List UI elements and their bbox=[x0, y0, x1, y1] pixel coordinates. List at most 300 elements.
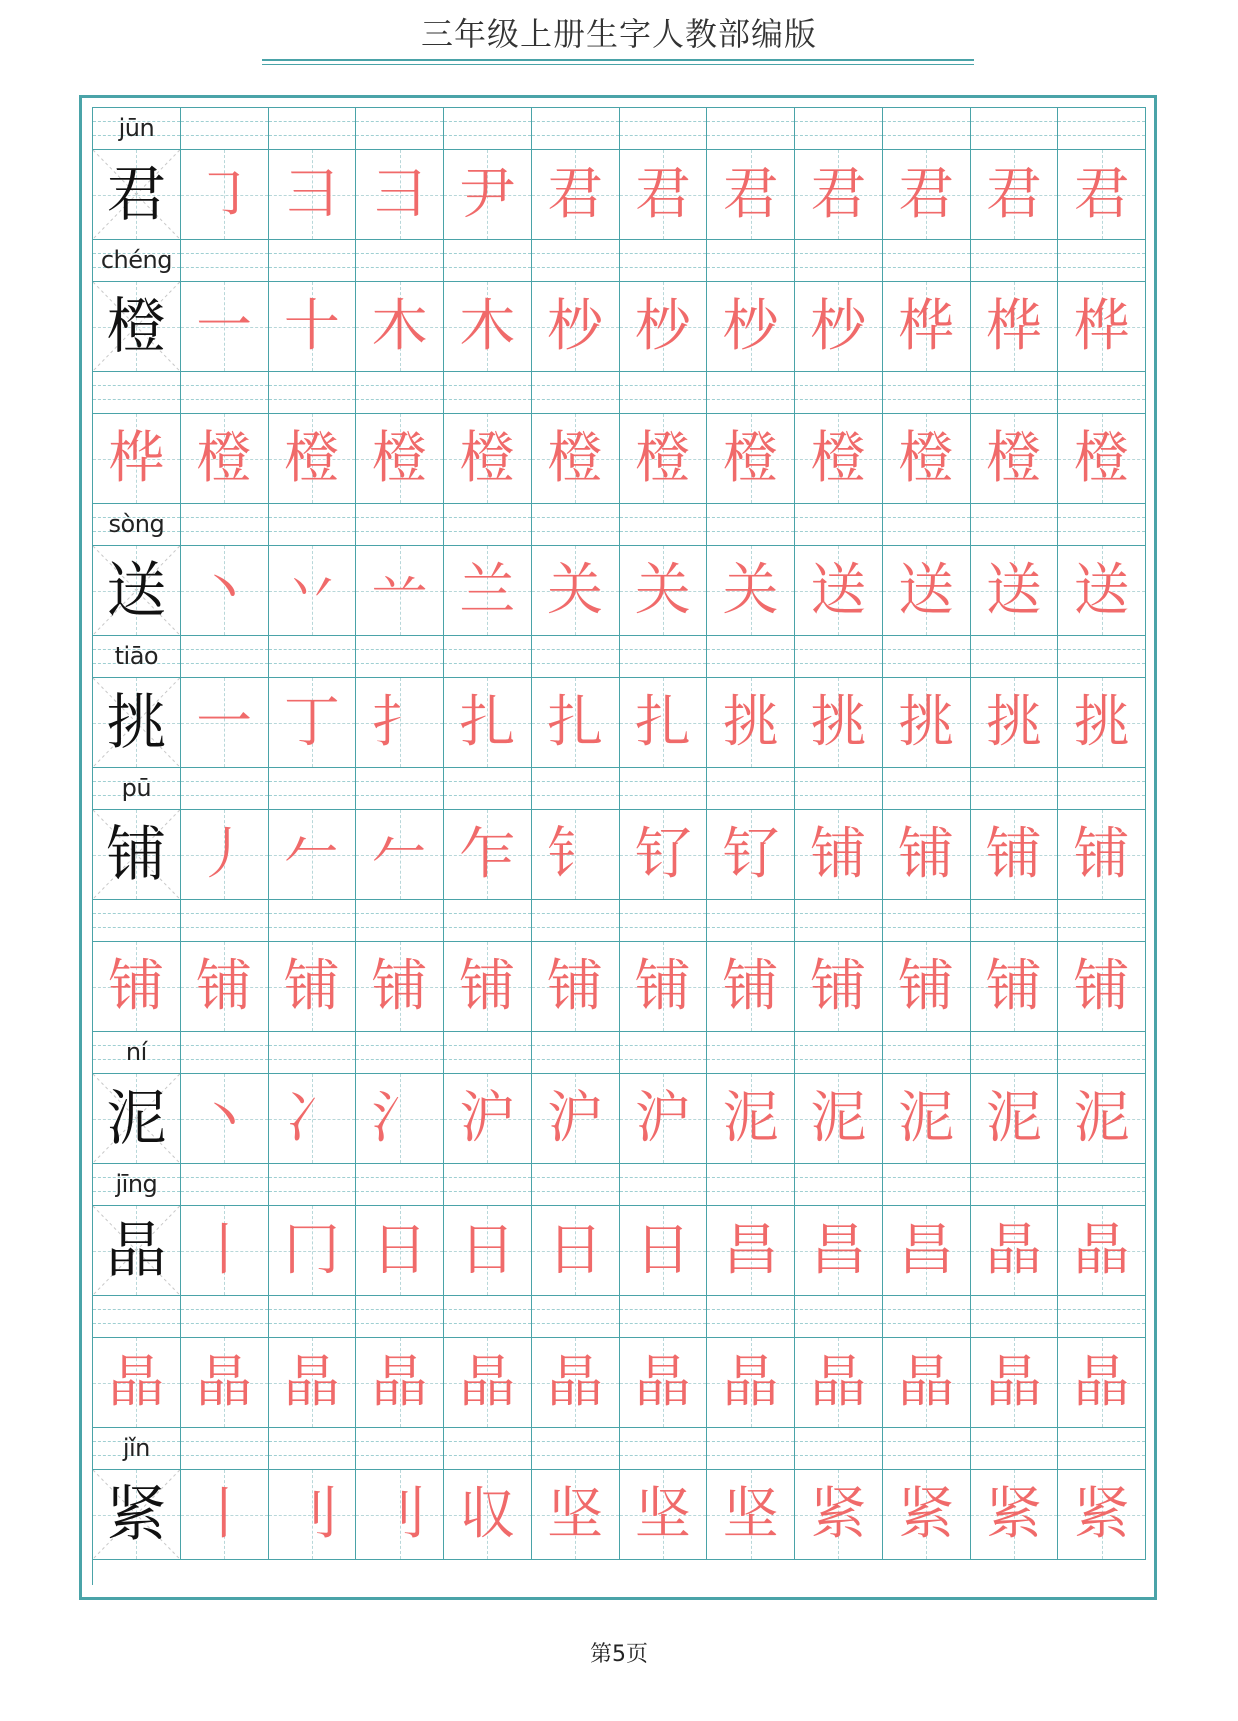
writing-cell bbox=[93, 414, 181, 503]
stroke-order-character: 送 bbox=[1073, 557, 1130, 623]
pinyin-cell bbox=[795, 900, 883, 941]
stroke-order-character: ㇆ bbox=[196, 161, 253, 227]
pinyin-cell bbox=[532, 504, 620, 545]
stroke-order-character: 紧 bbox=[1073, 1481, 1130, 1547]
pinyin-cell bbox=[795, 1164, 883, 1205]
pinyin-cell bbox=[93, 1164, 181, 1205]
writing-cell bbox=[269, 1206, 357, 1295]
stroke-order-character: 冫 bbox=[283, 1085, 340, 1151]
pinyin-cell bbox=[707, 1296, 795, 1337]
stroke-order-character: 挑 bbox=[722, 689, 779, 755]
pinyin-cell bbox=[269, 1428, 357, 1469]
title-underline bbox=[262, 59, 974, 61]
writing-cell bbox=[269, 1338, 357, 1427]
character-row bbox=[93, 1206, 1146, 1296]
pinyin-cell bbox=[971, 1296, 1059, 1337]
stroke-order-character: 送 bbox=[898, 557, 955, 623]
writing-cell bbox=[444, 1338, 532, 1427]
writing-cell bbox=[795, 282, 883, 371]
pinyin-cell bbox=[356, 636, 444, 677]
writing-cell bbox=[620, 150, 708, 239]
pinyin-cell bbox=[1058, 1428, 1146, 1469]
writing-cell bbox=[356, 150, 444, 239]
stroke-order-character: 挑 bbox=[985, 689, 1042, 755]
writing-cell bbox=[444, 942, 532, 1031]
writing-cell bbox=[707, 678, 795, 767]
stroke-order-character: 铺 bbox=[985, 821, 1042, 887]
pinyin-cell bbox=[883, 900, 971, 941]
character-row bbox=[93, 810, 1146, 900]
pinyin-cell bbox=[269, 372, 357, 413]
pinyin-row bbox=[93, 768, 1146, 810]
pinyin-cell bbox=[707, 768, 795, 809]
model-character: 橙 bbox=[106, 291, 167, 362]
stroke-order-character: 晶 bbox=[1073, 1349, 1130, 1415]
writing-cell bbox=[883, 150, 971, 239]
writing-cell bbox=[883, 282, 971, 371]
pinyin-cell bbox=[707, 900, 795, 941]
pinyin-label: jūn bbox=[118, 114, 155, 142]
writing-cell bbox=[1058, 1470, 1146, 1559]
pinyin-cell bbox=[883, 504, 971, 545]
stroke-order-character: 刂 bbox=[371, 1481, 428, 1547]
pinyin-label: chéng bbox=[100, 246, 172, 274]
stroke-order-character: 晶 bbox=[985, 1349, 1042, 1415]
stroke-order-character: 𠂉 bbox=[283, 821, 340, 887]
stroke-order-character: 关 bbox=[722, 557, 779, 623]
writing-cell bbox=[93, 1470, 181, 1559]
writing-cell bbox=[444, 1206, 532, 1295]
blank-pinyin-row bbox=[93, 1296, 1146, 1338]
pinyin-cell bbox=[707, 372, 795, 413]
pinyin-cell bbox=[1058, 504, 1146, 545]
stroke-order-character: ⺕ bbox=[283, 161, 340, 227]
stroke-order-character: 尹 bbox=[459, 161, 516, 227]
pinyin-cell bbox=[971, 900, 1059, 941]
pinyin-cell bbox=[532, 1164, 620, 1205]
pinyin-cell bbox=[620, 900, 708, 941]
pinyin-row bbox=[93, 504, 1146, 546]
stroke-order-character: 桦 bbox=[108, 425, 165, 491]
writing-cell bbox=[93, 282, 181, 371]
pinyin-cell bbox=[795, 768, 883, 809]
writing-cell bbox=[444, 678, 532, 767]
stroke-order-character: 君 bbox=[634, 161, 691, 227]
character-row bbox=[93, 150, 1146, 240]
pinyin-cell bbox=[707, 636, 795, 677]
writing-cell bbox=[971, 150, 1059, 239]
model-character: 铺 bbox=[106, 819, 167, 890]
writing-cell bbox=[707, 282, 795, 371]
pinyin-cell bbox=[444, 900, 532, 941]
writing-cell bbox=[93, 150, 181, 239]
pinyin-cell bbox=[532, 1296, 620, 1337]
stroke-order-character: 丶 bbox=[196, 1085, 253, 1151]
stroke-order-character: 晶 bbox=[547, 1349, 604, 1415]
writing-cell bbox=[883, 678, 971, 767]
pinyin-cell bbox=[620, 1428, 708, 1469]
pinyin-cell bbox=[532, 636, 620, 677]
writing-cell bbox=[356, 942, 444, 1031]
stroke-order-character: 铺 bbox=[547, 953, 604, 1019]
writing-cell bbox=[883, 1074, 971, 1163]
stroke-order-character: 橙 bbox=[810, 425, 867, 491]
writing-cell bbox=[269, 1470, 357, 1559]
character-row bbox=[93, 678, 1146, 768]
writing-cell bbox=[883, 546, 971, 635]
pinyin-cell bbox=[444, 108, 532, 149]
pinyin-cell bbox=[269, 504, 357, 545]
stroke-order-character: 一 bbox=[196, 293, 253, 359]
writing-cell bbox=[1058, 810, 1146, 899]
pinyin-cell bbox=[444, 240, 532, 281]
stroke-order-character: 昌 bbox=[810, 1217, 867, 1283]
stroke-order-character: 乍 bbox=[459, 821, 516, 887]
stroke-order-character: 君 bbox=[1073, 161, 1130, 227]
writing-cell bbox=[93, 678, 181, 767]
writing-cell bbox=[356, 1470, 444, 1559]
character-row bbox=[93, 1470, 1146, 1560]
stroke-order-character: 橙 bbox=[1073, 425, 1130, 491]
pinyin-cell bbox=[883, 372, 971, 413]
pinyin-cell bbox=[1058, 1164, 1146, 1205]
pinyin-cell bbox=[356, 1164, 444, 1205]
writing-cell bbox=[532, 282, 620, 371]
pinyin-cell bbox=[356, 372, 444, 413]
pinyin-row bbox=[93, 1032, 1146, 1074]
pinyin-cell bbox=[532, 372, 620, 413]
pinyin-cell bbox=[181, 372, 269, 413]
pinyin-cell bbox=[532, 1428, 620, 1469]
pinyin-cell bbox=[795, 1032, 883, 1073]
pinyin-cell bbox=[444, 372, 532, 413]
stroke-order-character: 紧 bbox=[810, 1481, 867, 1547]
stroke-order-character: 䒑 bbox=[371, 557, 428, 623]
stroke-order-character: 木 bbox=[371, 293, 428, 359]
stroke-order-character: 扎 bbox=[634, 689, 691, 755]
writing-cell bbox=[181, 1338, 269, 1427]
stroke-order-character: 晶 bbox=[985, 1217, 1042, 1283]
writing-cell bbox=[269, 546, 357, 635]
pinyin-cell bbox=[181, 1032, 269, 1073]
pinyin-cell bbox=[93, 108, 181, 149]
writing-cell bbox=[1058, 150, 1146, 239]
stroke-order-character: 铺 bbox=[810, 821, 867, 887]
stroke-order-character: 铺 bbox=[898, 953, 955, 1019]
title-underline-thin bbox=[262, 64, 974, 65]
blank-pinyin-row bbox=[93, 372, 1146, 414]
writing-cell bbox=[532, 150, 620, 239]
writing-cell bbox=[1058, 414, 1146, 503]
pinyin-cell bbox=[1058, 240, 1146, 281]
pinyin-cell bbox=[795, 636, 883, 677]
pinyin-cell bbox=[93, 768, 181, 809]
writing-cell bbox=[532, 1338, 620, 1427]
writing-cell bbox=[356, 1338, 444, 1427]
pinyin-cell bbox=[444, 504, 532, 545]
pinyin-cell bbox=[971, 1164, 1059, 1205]
writing-cell bbox=[971, 1338, 1059, 1427]
stroke-order-character: 坚 bbox=[722, 1481, 779, 1547]
stroke-order-character: 橙 bbox=[283, 425, 340, 491]
writing-cell bbox=[707, 810, 795, 899]
writing-cell bbox=[707, 942, 795, 1031]
pinyin-row bbox=[93, 1164, 1146, 1206]
pinyin-cell bbox=[181, 240, 269, 281]
pinyin-cell bbox=[356, 504, 444, 545]
writing-cell bbox=[1058, 678, 1146, 767]
writing-cell bbox=[707, 1206, 795, 1295]
writing-cell bbox=[795, 150, 883, 239]
pinyin-cell bbox=[356, 768, 444, 809]
character-band bbox=[93, 240, 1146, 504]
writing-cell bbox=[93, 1338, 181, 1427]
stroke-order-character: 关 bbox=[634, 557, 691, 623]
writing-cell bbox=[181, 678, 269, 767]
stroke-order-character: 一 bbox=[196, 689, 253, 755]
pinyin-cell bbox=[883, 108, 971, 149]
stroke-order-character: 铺 bbox=[722, 953, 779, 1019]
stroke-order-character: 送 bbox=[985, 557, 1042, 623]
writing-cell bbox=[532, 810, 620, 899]
writing-cell bbox=[356, 678, 444, 767]
stroke-order-character: 泥 bbox=[898, 1085, 955, 1151]
writing-cell bbox=[356, 282, 444, 371]
pinyin-cell bbox=[93, 504, 181, 545]
stroke-order-character: 丨 bbox=[196, 1481, 253, 1547]
stroke-order-character: 泥 bbox=[985, 1085, 1042, 1151]
writing-cell bbox=[269, 150, 357, 239]
pinyin-cell bbox=[1058, 900, 1146, 941]
writing-cell bbox=[620, 942, 708, 1031]
stroke-order-character: 钌 bbox=[722, 821, 779, 887]
pinyin-cell bbox=[795, 1428, 883, 1469]
pinyin-cell bbox=[883, 1428, 971, 1469]
pinyin-cell bbox=[795, 108, 883, 149]
stroke-order-character: 晶 bbox=[634, 1349, 691, 1415]
writing-cell bbox=[883, 810, 971, 899]
pinyin-cell bbox=[620, 1164, 708, 1205]
writing-cell bbox=[181, 546, 269, 635]
stroke-order-character: 紧 bbox=[898, 1481, 955, 1547]
pinyin-cell bbox=[444, 1032, 532, 1073]
stroke-order-character: ⺕ bbox=[371, 161, 428, 227]
writing-cell bbox=[620, 1074, 708, 1163]
pinyin-cell bbox=[620, 372, 708, 413]
writing-cell bbox=[971, 810, 1059, 899]
page-number: 第5页 bbox=[590, 1642, 648, 1667]
stroke-order-character: 挑 bbox=[898, 689, 955, 755]
writing-cell bbox=[1058, 546, 1146, 635]
pinyin-cell bbox=[93, 1428, 181, 1469]
writing-cell bbox=[795, 942, 883, 1031]
pinyin-cell bbox=[883, 240, 971, 281]
writing-cell bbox=[532, 1206, 620, 1295]
pinyin-cell bbox=[269, 768, 357, 809]
pinyin-cell bbox=[93, 900, 181, 941]
pinyin-cell bbox=[444, 768, 532, 809]
pinyin-cell bbox=[883, 1296, 971, 1337]
pinyin-cell bbox=[707, 1164, 795, 1205]
character-band bbox=[93, 1032, 1146, 1164]
writing-cell bbox=[181, 810, 269, 899]
writing-cell bbox=[269, 1074, 357, 1163]
stroke-order-character: 挑 bbox=[810, 689, 867, 755]
writing-cell bbox=[269, 942, 357, 1031]
stroke-order-character: 丁 bbox=[283, 689, 340, 755]
stroke-order-character: 橙 bbox=[898, 425, 955, 491]
stroke-order-character: 沪 bbox=[634, 1085, 691, 1151]
pinyin-cell bbox=[93, 636, 181, 677]
writing-cell bbox=[795, 414, 883, 503]
pinyin-cell bbox=[620, 108, 708, 149]
pinyin-cell bbox=[181, 108, 269, 149]
stroke-order-character: 昌 bbox=[898, 1217, 955, 1283]
writing-cell bbox=[532, 678, 620, 767]
pinyin-cell bbox=[971, 636, 1059, 677]
pinyin-label: tiāo bbox=[114, 642, 159, 670]
writing-cell bbox=[707, 150, 795, 239]
writing-cell bbox=[356, 1074, 444, 1163]
pinyin-cell bbox=[707, 108, 795, 149]
stroke-order-character: 晶 bbox=[810, 1349, 867, 1415]
stroke-order-character: 桦 bbox=[985, 293, 1042, 359]
stroke-order-character: 君 bbox=[898, 161, 955, 227]
pinyin-cell bbox=[356, 240, 444, 281]
stroke-order-character: 丶 bbox=[196, 557, 253, 623]
pinyin-cell bbox=[269, 108, 357, 149]
stroke-order-character: 坚 bbox=[634, 1481, 691, 1547]
stroke-order-character: 橙 bbox=[547, 425, 604, 491]
stroke-order-character: 橙 bbox=[371, 425, 428, 491]
pinyin-cell bbox=[269, 900, 357, 941]
stroke-order-character: 十 bbox=[283, 293, 340, 359]
stroke-order-character: 日 bbox=[459, 1217, 516, 1283]
stroke-order-character: 杪 bbox=[810, 293, 867, 359]
writing-cell bbox=[93, 942, 181, 1031]
writing-cell bbox=[93, 1206, 181, 1295]
writing-cell bbox=[93, 1074, 181, 1163]
stroke-order-character: 丿 bbox=[196, 821, 253, 887]
stroke-order-character: 泥 bbox=[810, 1085, 867, 1151]
stroke-order-character: 丷 bbox=[283, 557, 340, 623]
stroke-order-character: 铺 bbox=[371, 953, 428, 1019]
stroke-order-character: 桦 bbox=[898, 293, 955, 359]
stroke-order-character: 日 bbox=[547, 1217, 604, 1283]
stroke-order-character: 君 bbox=[722, 161, 779, 227]
pinyin-label: jīng bbox=[115, 1170, 158, 1198]
stroke-order-character: 挑 bbox=[1073, 689, 1130, 755]
writing-cell bbox=[356, 546, 444, 635]
pinyin-cell bbox=[356, 1428, 444, 1469]
pinyin-row bbox=[93, 108, 1146, 150]
stroke-order-character: 关 bbox=[547, 557, 604, 623]
page-title: 三年级上册生字人教部编版 bbox=[420, 15, 817, 53]
writing-cell bbox=[269, 282, 357, 371]
pinyin-cell bbox=[93, 240, 181, 281]
pinyin-cell bbox=[620, 768, 708, 809]
stroke-order-character: 铺 bbox=[108, 953, 165, 1019]
pinyin-cell bbox=[795, 372, 883, 413]
pinyin-cell bbox=[181, 768, 269, 809]
pinyin-cell bbox=[444, 1296, 532, 1337]
writing-cell bbox=[883, 942, 971, 1031]
writing-cell bbox=[269, 414, 357, 503]
pinyin-cell bbox=[444, 1428, 532, 1469]
pinyin-cell bbox=[532, 1032, 620, 1073]
pinyin-cell bbox=[707, 1032, 795, 1073]
writing-cell bbox=[181, 1206, 269, 1295]
stroke-order-character: 铺 bbox=[459, 953, 516, 1019]
character-band bbox=[93, 768, 1146, 1032]
stroke-order-character: 橙 bbox=[459, 425, 516, 491]
character-band bbox=[93, 636, 1146, 768]
stroke-order-character: 铺 bbox=[283, 953, 340, 1019]
pinyin-cell bbox=[444, 1164, 532, 1205]
stroke-order-character: 兰 bbox=[459, 557, 516, 623]
writing-cell bbox=[795, 1338, 883, 1427]
writing-cell bbox=[707, 414, 795, 503]
character-band bbox=[93, 108, 1146, 240]
stroke-order-character: 晶 bbox=[459, 1349, 516, 1415]
stroke-order-character: 桦 bbox=[1073, 293, 1130, 359]
stroke-order-character: 晶 bbox=[196, 1349, 253, 1415]
pinyin-cell bbox=[93, 1296, 181, 1337]
writing-cell bbox=[883, 1470, 971, 1559]
pinyin-cell bbox=[620, 1032, 708, 1073]
writing-cell bbox=[795, 810, 883, 899]
writing-cell bbox=[1058, 1206, 1146, 1295]
pinyin-cell bbox=[356, 1032, 444, 1073]
writing-cell bbox=[620, 1470, 708, 1559]
writing-cell bbox=[620, 1338, 708, 1427]
stroke-order-character: 橙 bbox=[985, 425, 1042, 491]
writing-cell bbox=[93, 810, 181, 899]
writing-cell bbox=[971, 414, 1059, 503]
writing-cell bbox=[971, 1074, 1059, 1163]
writing-cell bbox=[269, 810, 357, 899]
writing-cell bbox=[795, 546, 883, 635]
writing-cell bbox=[444, 546, 532, 635]
writing-cell bbox=[971, 678, 1059, 767]
blank-pinyin-row bbox=[93, 900, 1146, 942]
writing-cell bbox=[532, 1074, 620, 1163]
stroke-order-character: 紧 bbox=[985, 1481, 1042, 1547]
pinyin-cell bbox=[620, 504, 708, 545]
character-row bbox=[93, 546, 1146, 636]
stroke-order-character: 橙 bbox=[634, 425, 691, 491]
writing-cell bbox=[883, 414, 971, 503]
writing-cell bbox=[444, 414, 532, 503]
stroke-order-character: 収 bbox=[459, 1481, 516, 1547]
writing-cell bbox=[795, 678, 883, 767]
writing-cell bbox=[707, 1074, 795, 1163]
stroke-order-character: 扎 bbox=[459, 689, 516, 755]
writing-cell bbox=[532, 942, 620, 1031]
pinyin-cell bbox=[971, 1428, 1059, 1469]
writing-cell bbox=[971, 1206, 1059, 1295]
stroke-order-character: 铺 bbox=[1073, 821, 1130, 887]
pinyin-cell bbox=[883, 636, 971, 677]
stroke-order-character: 铺 bbox=[1073, 953, 1130, 1019]
character-band bbox=[93, 1428, 1146, 1560]
pinyin-cell bbox=[356, 1296, 444, 1337]
writing-cell bbox=[532, 546, 620, 635]
pinyin-cell bbox=[93, 1032, 181, 1073]
pinyin-cell bbox=[707, 240, 795, 281]
character-row bbox=[93, 282, 1146, 372]
character-row bbox=[93, 414, 1146, 504]
